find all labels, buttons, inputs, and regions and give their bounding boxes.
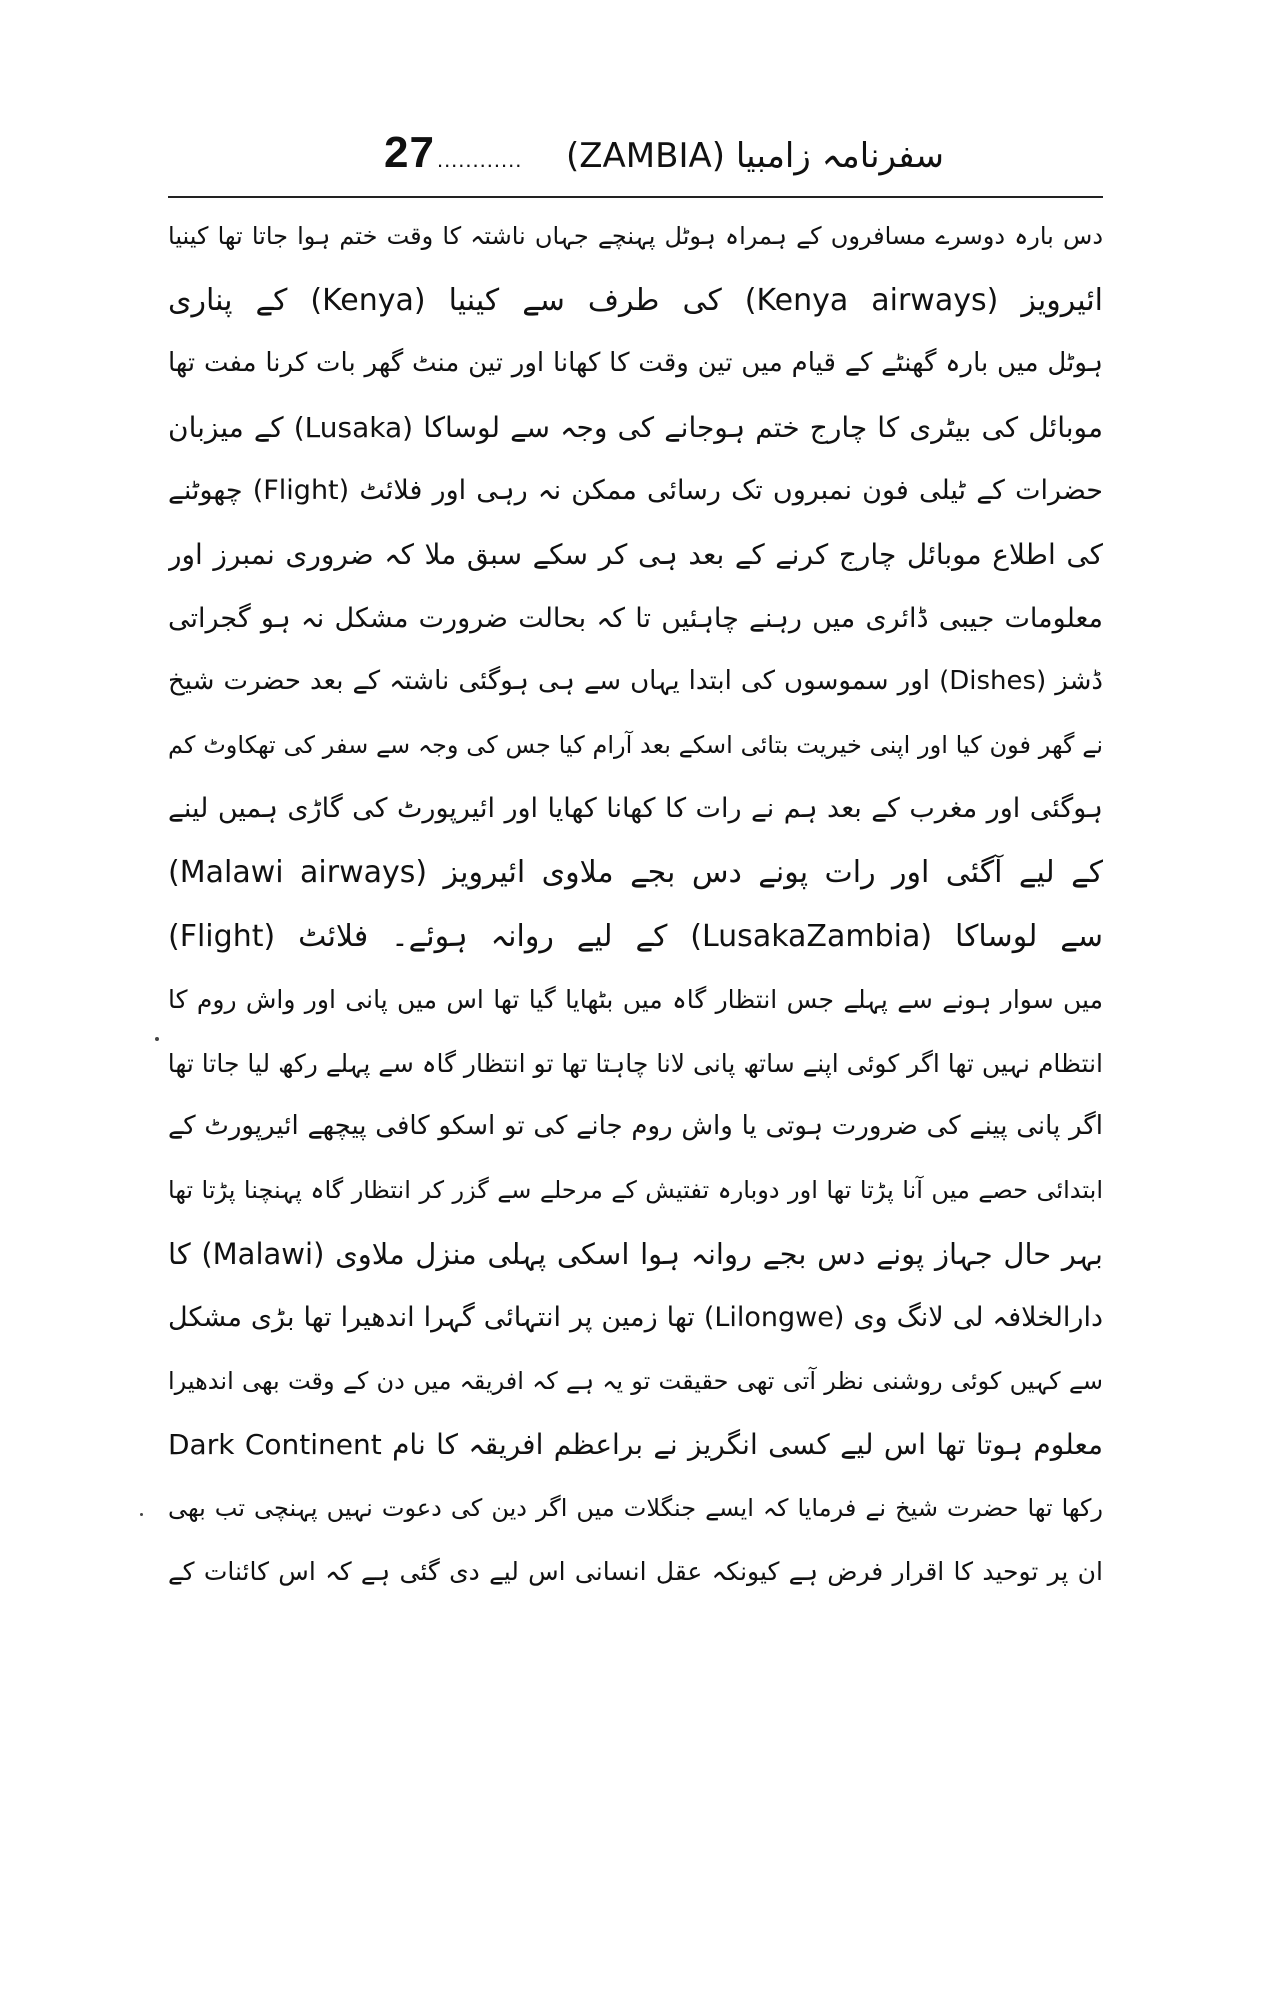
text-line: ہوگئی اور مغرب کے بعد ہم نے رات کا کھانا کھایا اور ائیرپورٹ کی گاڑی ہمیں لینے <box>168 793 1103 825</box>
text-line: بہر حال جہاز پونے دس بجے روانہ ہوا اسکی پہلی منزل ملاوی (Malawi) کا <box>168 1236 1103 1271</box>
text-line: سے لوساکا (LusakaZambia) کے لیے روانہ ہوئے۔ فلائٹ (Flight) <box>168 918 1103 954</box>
dot-leader: ............ <box>436 147 523 172</box>
text-line: ان پر توحید کا اقرار فرض ہے کیونکہ عقل انسانی اس لیے دی گئی ہے کہ اس کائنات کے <box>168 1557 1103 1587</box>
text-line: رکھا تھا حضرت شیخ نے فرمایا کہ ایسے جنگلات میں اگر دین کی دعوت نہیں پہنچی تب بھی <box>168 1493 1103 1522</box>
text-line: دس بارہ دوسرے مسافروں کے ہمراہ ہوٹل پہنچے جہاں ناشتہ کا وقت ختم ہوا جاتا تھا کینیا <box>168 222 1103 250</box>
page-number: 27 <box>384 128 435 177</box>
text-line: ہوٹل میں بارہ گھنٹے کے قیام میں تین وقت کا کھانا اور تین منٹ گھر بات کرنا مفت تھا <box>168 348 1103 379</box>
scan-speck <box>140 1513 143 1516</box>
text-line: کے لیے آگئی اور رات پونے دس بجے ملاوی ائیرویز (Malawi airways) <box>168 854 1103 890</box>
text-line: ابتدائی حصے میں آنا پڑتا تھا اور دوبارہ تفتیش کے مرحلے سے گزر کر انتظار گاہ پہنچنا پڑتا تھا <box>168 1175 1103 1204</box>
scan-speck <box>155 1037 159 1041</box>
header-rule <box>168 196 1103 198</box>
text-line: معلوم ہوتا تھا اس لیے کسی انگریز نے براعظم افریقہ کا نام Dark Continent <box>168 1428 1103 1462</box>
text-line: انتظام نہیں تھا اگر کوئی اپنے ساتھ پانی لانا چاہتا تھا تو انتظار گاہ سے پہلے رکھ لیا جاتا تھا <box>168 1048 1103 1078</box>
text-line: حضرات کے ٹیلی فون نمبروں تک رسائی ممکن نہ رہی اور فلائٹ (Flight) چھوٹنے <box>168 475 1103 507</box>
text-line: سے کہیں کوئی روشنی نظر آتی تھی حقیقت تو یہ ہے کہ افریقہ میں دن کے وقت بھی اندھیرا <box>168 1366 1103 1395</box>
text-line: دارالخلافہ لی لانگ وی (Lilongwe) تھا زمین پر انتہائی گہرا اندھیرا تھا بڑی مشکل <box>168 1302 1103 1334</box>
text-line: نے گھر فون کیا اور اپنی خیریت بتائی اسکے بعد آرام کیا جس کی وجہ سے سفر کی تھکاوٹ کم <box>168 730 1103 759</box>
text-line: کی اطلاع موبائل چارج کرنے کے بعد ہی کر سکے سبق ملا کہ ضروری نمبرز اور <box>168 537 1103 571</box>
text-line: ائیرویز (Kenya airways) کی طرف سے کینیا (Kenya) کے پناری <box>168 282 1103 318</box>
body-text <box>168 205 1103 1604</box>
page-header <box>384 128 944 188</box>
running-title: سفرنامہ زامبیا (ZAMBIA) <box>565 136 944 176</box>
text-line: موبائل کی بیٹری کا چارج ختم ہوجانے کی وجہ سے لوساکا (Lusaka) کے میزبان <box>168 410 1103 444</box>
text-line: ڈشز (Dishes) اور سموسوں کی ابتدا یہاں سے ہی ہوگئی ناشتہ کے بعد حضرت شیخ <box>168 666 1103 697</box>
text-line: اگر پانی پینے کی ضرورت ہوتی یا واش روم جانے کی تو اسکو کافی پیچھے ائیرپورٹ کے <box>168 1111 1103 1142</box>
text-line: معلومات جیبی ڈائری میں رہنے چاہئیں تا کہ بحالت ضرورت مشکل نہ ہو گجراتی <box>168 602 1103 634</box>
text-line: میں سوار ہونے سے پہلے جس انتظار گاہ میں بٹھایا گیا تھا اس میں پانی اور واش روم کا <box>168 985 1103 1015</box>
